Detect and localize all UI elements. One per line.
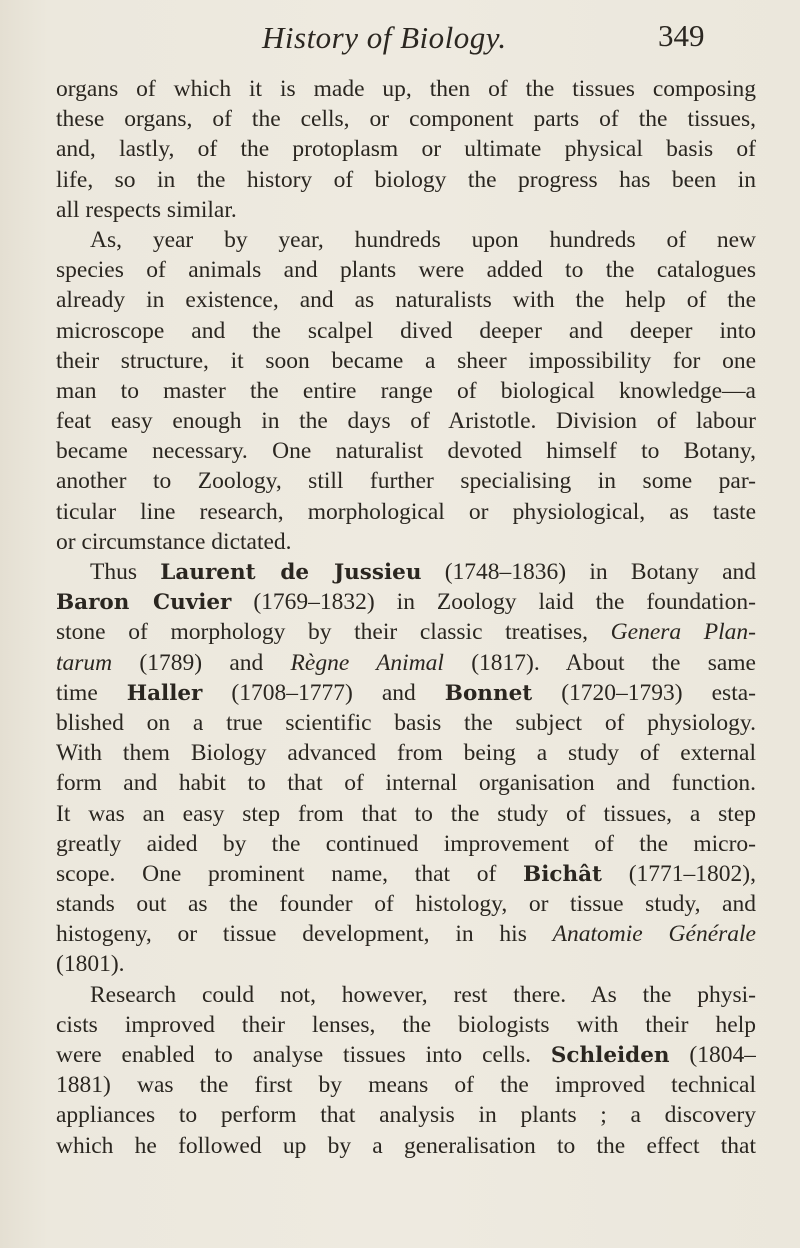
text-line (56, 1070, 756, 1100)
text-line (56, 165, 756, 195)
text-run: It was an easy step from that to the study of tissues, a step (56, 800, 756, 827)
text-run: Thus (90, 559, 161, 585)
text-line (56, 1100, 756, 1130)
text-run: organs of which it is made up, then of the tissues composing (56, 76, 756, 102)
text-line (56, 285, 756, 315)
text-line (56, 1010, 756, 1040)
text-run: stands out as the founder of histology, or tissue study, and (56, 891, 756, 918)
text-run: which he followed up by a generalisation to the effect that (56, 1132, 756, 1159)
text-line (56, 919, 756, 949)
text-line (56, 406, 756, 436)
text-line (56, 648, 756, 678)
italic-title: tarum (56, 649, 113, 676)
text-run: species of animals and plants were added to the catalogues (56, 257, 756, 284)
text-run: stone of morphology by their classic treatises, (56, 619, 611, 646)
text-run: their structure, it soon became a sheer impossibility for one (56, 347, 756, 374)
text-run: appliances to perform that analysis in plants ; a discovery (56, 1102, 756, 1129)
text-line (56, 859, 756, 889)
text-line (56, 74, 756, 104)
italic-title: Genera Plan- (610, 619, 756, 646)
text-run: (1771–1802), (601, 860, 756, 887)
text-line (56, 799, 756, 829)
text-line (56, 1131, 756, 1161)
text-run: 1881) was the first by means of the improved technical (56, 1072, 756, 1099)
text-line (56, 557, 756, 587)
text-line (56, 980, 756, 1010)
text-run: ticular line research, morphological or physiological, as taste (56, 498, 756, 525)
text-run: (1804– (669, 1042, 756, 1068)
text-run: life, so in the history of biology the progress has been in (56, 166, 756, 193)
text-line (56, 346, 756, 376)
text-run: and, lastly, of the protoplasm or ultimate physical basis of (56, 136, 756, 163)
bold-name: Laurent de Jussieu (160, 560, 422, 585)
text-run: (1789) and (112, 649, 291, 676)
text-run: (1720–1793) esta- (532, 679, 756, 706)
page-number: 349 (658, 18, 705, 53)
bold-name: Baron Cuvier (56, 590, 232, 616)
body-text (56, 74, 756, 1161)
text-run: another to Zoology, still further specialising in some par- (56, 468, 756, 495)
text-line (56, 466, 756, 496)
text-run: (1769–1832) in Zoology laid the foundation- (231, 589, 756, 616)
bold-name: Bichât (523, 861, 602, 887)
text-line (56, 225, 756, 255)
bold-name: Haller (126, 680, 203, 706)
text-line (56, 376, 756, 406)
text-run: Research could not, however, rest there. As the physi- (90, 981, 756, 1008)
running-title: History of Biology. (262, 20, 507, 55)
text-run: blished on a true scientific basis the subject of physiology. (56, 709, 756, 736)
text-line (56, 255, 756, 285)
text-line (56, 949, 756, 979)
text-run: time (56, 679, 127, 706)
text-line (56, 1040, 756, 1070)
text-run: greatly aided by the continued improvement of the micro- (56, 830, 756, 857)
text-run: As, year by year, hundreds upon hundreds of new (90, 226, 756, 253)
italic-title: Règne Animal (290, 649, 444, 676)
text-line (56, 708, 756, 738)
text-run: histogeny, or tissue development, in his (56, 921, 553, 948)
text-line (56, 738, 756, 768)
text-run: microscope and the scalpel dived deeper and deeper into (56, 317, 756, 344)
text-run: With them Biology advanced from being a study of external (56, 740, 756, 767)
text-run: (1748–1836) in Botany and (421, 559, 756, 585)
text-run: (1801). (56, 951, 125, 978)
text-line (56, 587, 756, 617)
text-run: (1708–1777) and (202, 679, 445, 706)
text-run: became necessary. One naturalist devoted himself to Botany, (56, 438, 756, 465)
text-line (56, 497, 756, 527)
text-run: cists improved their lenses, the biologists with their help (56, 1011, 756, 1038)
text-run: form and habit to that of internal organisation and function. (56, 770, 756, 797)
text-line (56, 104, 756, 134)
text-run: or circumstance dictated. (56, 528, 292, 555)
text-line (56, 617, 756, 647)
text-run: man to master the entire range of biological knowledge—a (56, 377, 756, 404)
text-line (56, 316, 756, 346)
text-line (56, 768, 756, 798)
text-line (56, 678, 756, 708)
text-run: all respects similar. (56, 196, 237, 223)
italic-title: Anatomie Générale (552, 921, 756, 948)
text-line (56, 436, 756, 466)
text-run: scope. One prominent name, that of (56, 860, 524, 887)
text-line (56, 829, 756, 859)
text-run: (1817). About the same (443, 649, 756, 676)
bold-name: Bonnet (444, 680, 533, 706)
text-run: these organs, of the cells, or component parts of the tissues, (56, 106, 756, 133)
text-run: already in existence, and as naturalists with the help of the (56, 287, 756, 314)
running-header (0, 14, 800, 62)
text-line (56, 889, 756, 919)
bold-name: Schleiden (550, 1043, 670, 1068)
text-line (56, 527, 756, 557)
text-line (56, 195, 756, 225)
text-run: were enabled to analyse tissues into cells. (56, 1042, 551, 1068)
text-line (56, 134, 756, 164)
text-run: feat easy enough in the days of Aristotle. Division of labour (56, 408, 756, 435)
